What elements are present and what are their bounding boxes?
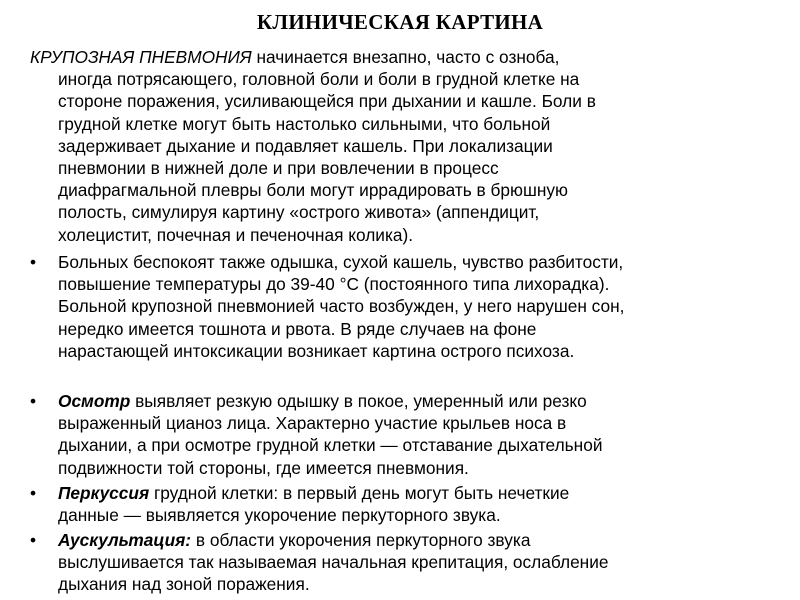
- bullet-line: Больных беспокоят также одышка, сухой кашель, чувство разбитости,: [58, 252, 624, 272]
- intro-line: грудной клетке могут быть настолько сильными, что больной: [58, 113, 551, 134]
- bullet-marker: •: [30, 391, 37, 411]
- bullet-line: [58, 390, 782, 412]
- intro-line: [30, 46, 782, 68]
- bullet-line: дыхании, а при осмотре грудной клетки — отставание дыхательной: [58, 435, 603, 456]
- bullet-first-line-text: грудной клетки: в первый день могут быть нечеткие: [149, 483, 570, 503]
- bullet-line: [58, 529, 782, 551]
- intro-line: диафрагмальной плевры боли могут иррадировать в брюшную: [58, 180, 569, 201]
- intro-line: пневмонии в нижней доле и при вовлечении в процесс: [58, 158, 499, 179]
- intro-line: полость, симулируя картину «острого живота» (аппендицит,: [58, 202, 540, 223]
- intro-term: КРУПОЗНАЯ ПНЕВМОНИЯ: [30, 47, 252, 67]
- page-title: КЛИНИЧЕСКАЯ КАРТИНА: [256, 10, 544, 34]
- intro-line: стороне поражения, усиливающейся при дыхании и кашле. Боли в: [58, 91, 596, 112]
- intro-line: иногда потрясающего, головной боли и боли в грудной клетке на: [58, 69, 580, 90]
- intro-line: холецистит, почечная и печеночная колика).: [58, 224, 414, 245]
- bullet-line: выслушивается так называемая начальная крепитация, ослабление: [58, 552, 609, 573]
- bullet-first-line-text: в области укорочения перкуторного звука: [191, 530, 531, 550]
- bullet-line: подвижности той стороны, где имеется пневмония.: [58, 457, 469, 478]
- bullet-line: выраженный цианоз лица. Характерно участие крыльев носа в: [58, 413, 567, 434]
- bullet-line: данные — выявляется укорочение перкуторного звука.: [58, 505, 501, 526]
- bullet-line: [58, 482, 782, 504]
- bullet-auscultation: [30, 529, 782, 596]
- bullet-text: [58, 482, 782, 526]
- intro-first-line-text: начинается внезапно, часто с озноба,: [251, 47, 560, 67]
- bullet-line: дыхания над зоной поражения.: [58, 574, 310, 595]
- bullet-line: повышение температуры до 39-40 °С (постоянного типа лихорадка).: [58, 274, 610, 295]
- bullet-inspection: [30, 390, 782, 479]
- bullet-text: [58, 390, 782, 479]
- bullet-line: Больной крупозной пневмонией часто возбужден, у него нарушен сон,: [58, 296, 625, 317]
- bullet-text: [58, 251, 782, 362]
- bullet-marker: •: [30, 252, 37, 272]
- bullet-term: Аускультация:: [58, 530, 192, 550]
- bullet-text: [58, 529, 782, 596]
- bullet-marker: •: [30, 530, 37, 550]
- bullet-symptoms: [30, 251, 782, 362]
- bullet-term: Перкуссия: [58, 483, 150, 503]
- bullet-line: нередко имеется тошнота и рвота. В ряде случаев на фоне: [58, 318, 537, 339]
- bullet-line: нарастающей интоксикации возникает картина острого психоза.: [58, 340, 575, 361]
- bullet-first-line-text: выявляет резкую одышку в покое, умеренный или резко: [130, 391, 587, 411]
- bullet-term: Осмотр: [58, 391, 131, 411]
- bullet-percussion: [30, 482, 782, 526]
- bullet-marker: •: [30, 483, 37, 503]
- intro-line: задерживает дыхание и подавляет кашель. При локализации: [58, 135, 553, 156]
- intro-paragraph: [30, 46, 782, 246]
